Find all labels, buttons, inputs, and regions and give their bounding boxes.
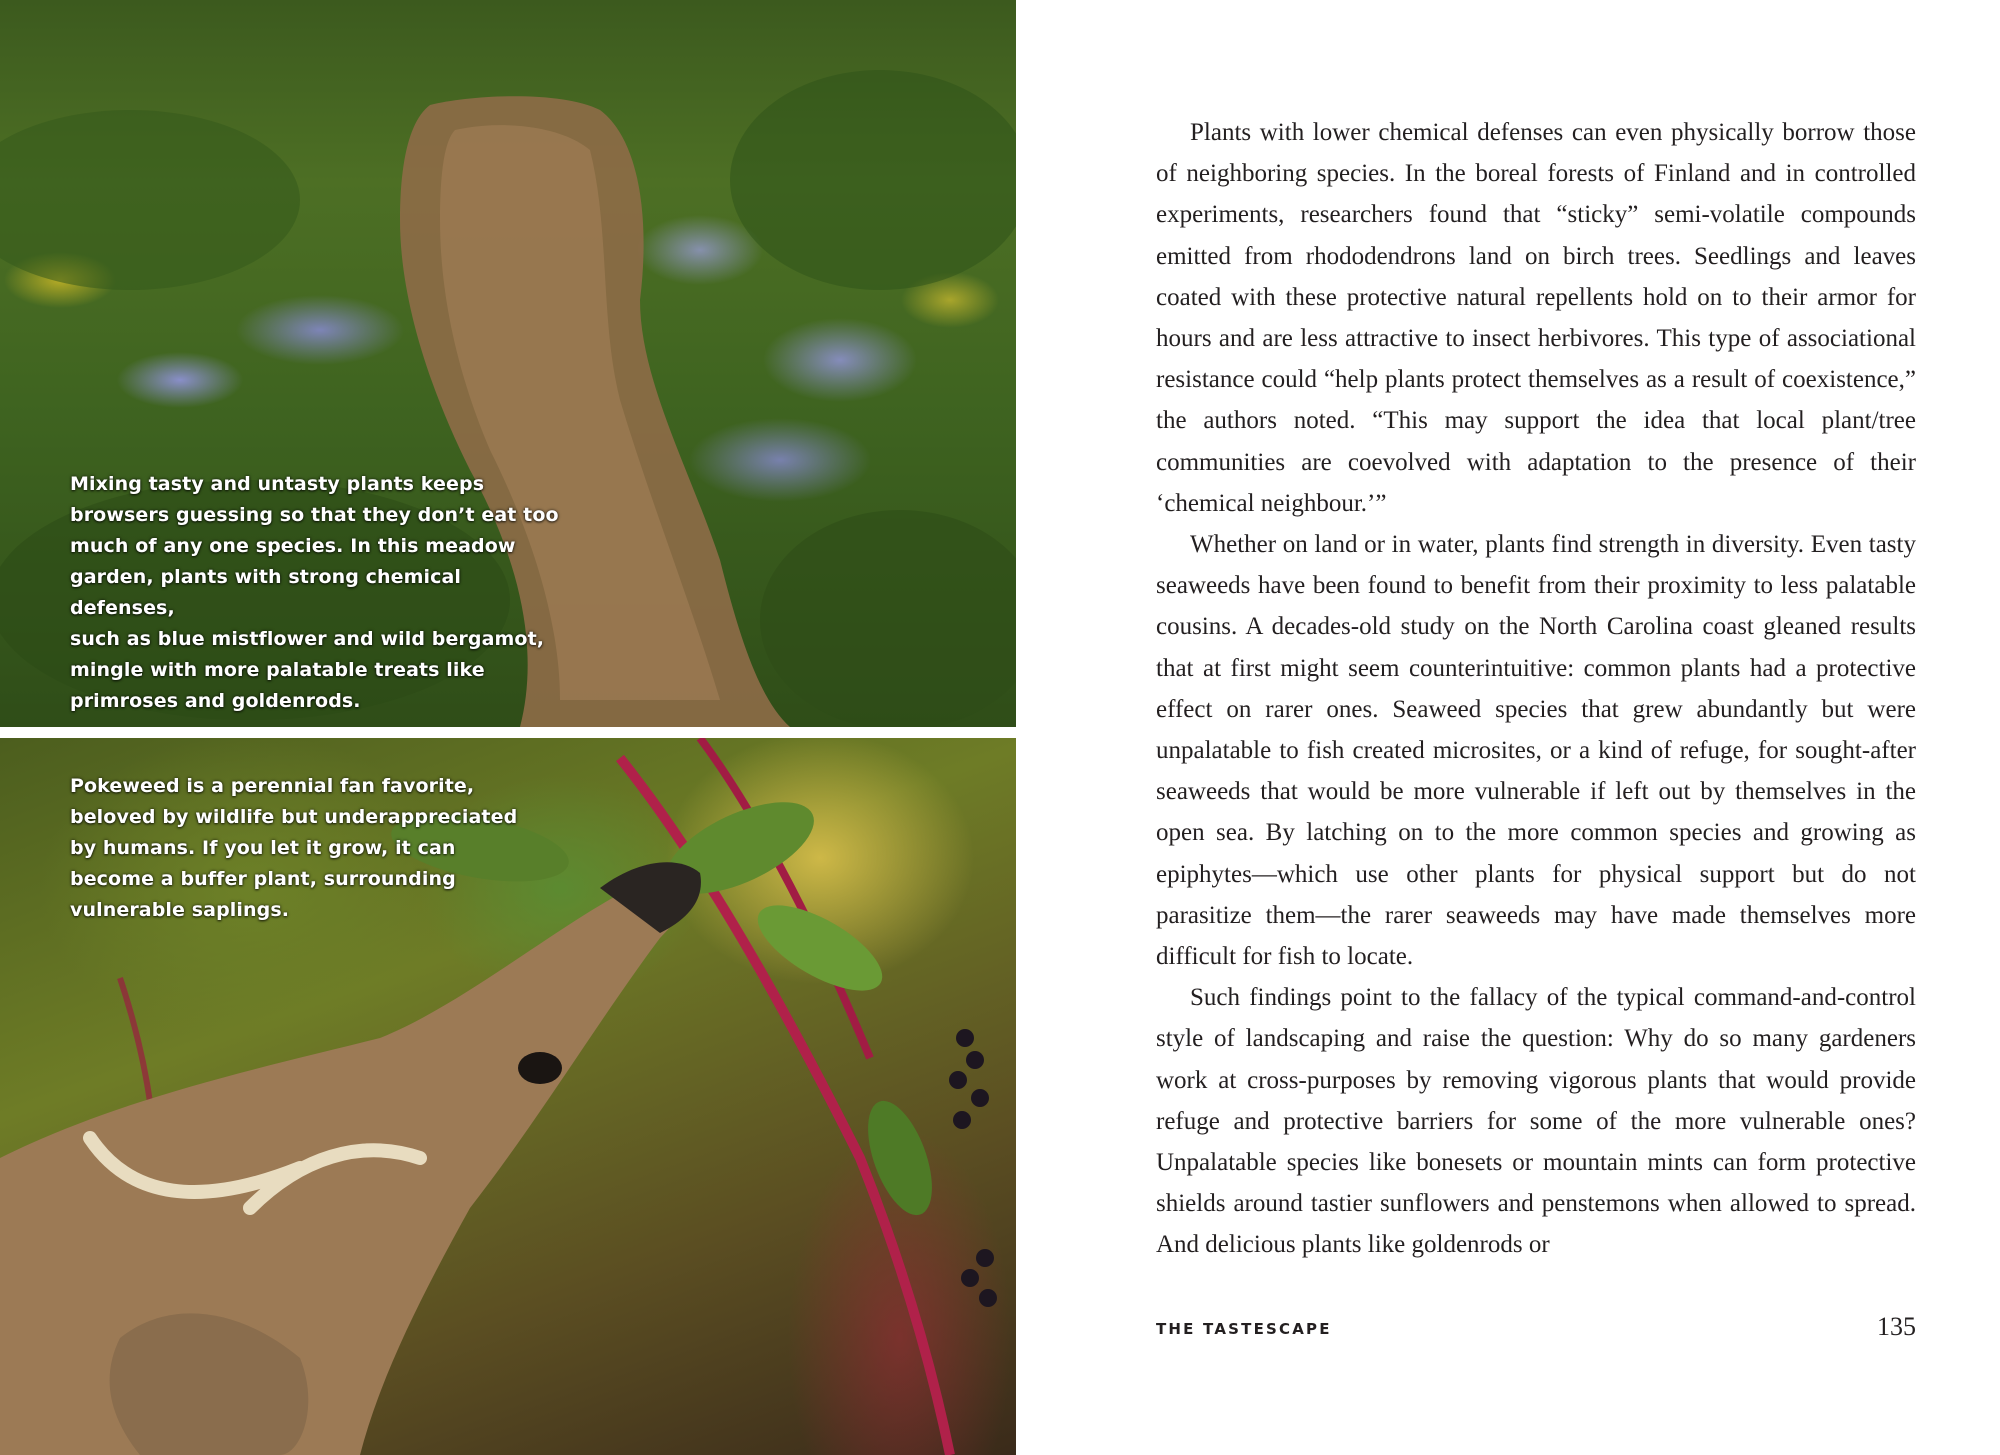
- top-photo-caption: Mixing tasty and untasty plants keeps browsers guessing so that they don’t eat too much of any one species. In this meadow garden, plants with strong chemical defenses, such as blue mistflower and wild bergamot, mingle with more palatable treats like primroses and goldenrods.: [70, 473, 559, 712]
- paragraph: Whether on land or in water, plants find strength in diversity. Even tasty seaweeds have been found to benefit from their proximity to less palatable cousins. A decades-old study on the North Carolina coast gleaned results that at first might seem counterintuitive: common plants had a protective effect on rarer ones. Seaweed species that grew abundantly but were unpalatable to fish created microsites, or a kind of refuge, for sought-after seaweeds that would be more vulnerable if left out by themselves in the open sea. By latching on to the more common species and growing as epiphytes—which use other plants for physical support but do not parasitize them—the rarer seaweeds may have made themselves more difficult for fish to locate.: [1156, 531, 1916, 971]
- bottom-photo-caption: Pokeweed is a perennial fan favorite, beloved by wildlife but underappreciated by humans. If you let it grow, it can become a buffer plant, surrounding vulnerable saplings.: [70, 775, 518, 921]
- body-text: [1156, 112, 1916, 1266]
- meadow-garden-photo: [0, 0, 1016, 727]
- deer-pokeweed-photo: [0, 738, 1016, 1455]
- paragraph: Such findings point to the fallacy of the typical command-and-control style of landscaping and raise the question: Why do so many gardeners work at cross-purposes by removing vigorous plants that would provide refuge and protective barriers for some of the more vulnerable ones? Unpalatable species like bonesets or mountain mints can form protective shields around tastier sunflowers and penstemons when allowed to spread. And delicious plants like goldenrods or: [1156, 984, 1916, 1259]
- running-head: THE TASTESCAPE: [1156, 1320, 1332, 1338]
- paragraph: Plants with lower chemical defenses can even physically borrow those of neighboring species. In the boreal forests of Finland and in controlled experiments, researchers found that “sticky” semi-volatile compounds emitted from rhododendrons land on birch trees. Seedlings and leaves coated with these protective natural repellents hold on to their armor for hours and are less attractive to insect herbivores. This type of associational resistance could “help plants protect themselves as a result of coexistence,” the authors noted. “This may support the idea that local plant/tree communities are coevolved with adaptation to the presence of their ‘chemical neighbour.’”: [1156, 119, 1916, 517]
- page-number: 135: [1877, 1312, 1916, 1341]
